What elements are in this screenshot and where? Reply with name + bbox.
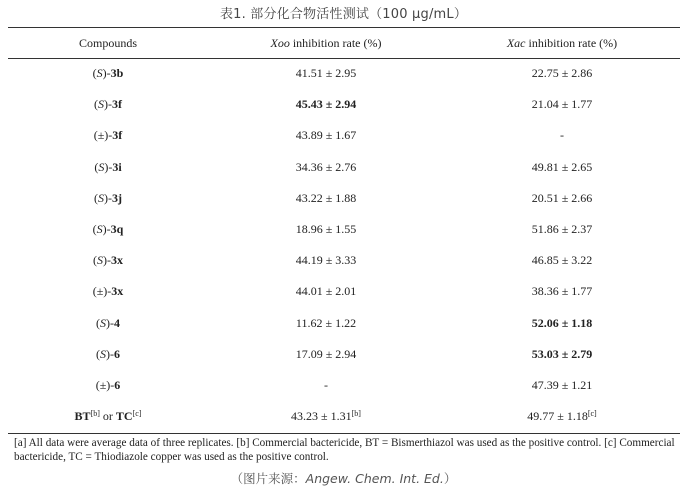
compound-prefix: ( — [92, 66, 97, 81]
xac-cell — [444, 58, 680, 89]
compound-prefix: ( — [92, 222, 97, 237]
compound-cell — [8, 245, 208, 276]
source-suffix: ） — [443, 471, 457, 486]
compound-prefix: (±)- — [95, 377, 115, 392]
xac-cell — [444, 89, 680, 120]
xoo-cell — [208, 276, 444, 307]
compound-prefix: ( — [94, 159, 99, 174]
compound-name: 6 — [114, 346, 120, 361]
compound-stereo: S — [98, 190, 104, 205]
xac-footnote-ref: [c] — [587, 409, 597, 419]
xoo-cell — [208, 183, 444, 214]
or-text: or — [99, 409, 116, 424]
table-row — [8, 183, 680, 214]
xoo-value-control: 43.23 ± 1.31 — [291, 409, 352, 424]
compound-cell — [8, 183, 208, 214]
compound-cell — [8, 276, 208, 307]
bt-label: BT — [74, 409, 91, 424]
table-footnote: [a] All data were average data of three replicates. [b] Commercial bactericide, BT = Bismerthiazol was used as the positive control. [c] Commercial bactericide, TC = Thiodiazole copper was used as the positive control. — [14, 437, 675, 463]
compound-prefix: (±)- — [93, 128, 113, 143]
header-xac — [444, 29, 680, 58]
xac-value: 49.81 ± 2.65 — [531, 159, 593, 174]
xoo-cell — [208, 89, 444, 120]
xoo-cell — [208, 245, 444, 276]
table-row — [8, 89, 680, 120]
xoo-cell — [208, 339, 444, 370]
compound-name: 3b — [110, 66, 124, 81]
compound-stereo: S — [98, 97, 104, 112]
table-row — [8, 339, 680, 370]
xac-cell — [444, 245, 680, 276]
header-xoo-label: inhibition rate (%) — [289, 36, 382, 50]
xac-value: 53.03 ± 2.79 — [531, 346, 593, 361]
xac-value: 21.04 ± 1.77 — [531, 97, 593, 112]
xoo-cell-control — [208, 401, 444, 432]
compound-prefix: ( — [96, 346, 100, 361]
xac-cell — [444, 183, 680, 214]
compound-stereo: S — [97, 253, 103, 268]
compound-cell — [8, 120, 208, 151]
compound-hyphen: )- — [102, 66, 111, 81]
xac-value: 20.51 ± 2.66 — [531, 190, 593, 205]
compound-stereo: S — [96, 222, 103, 237]
xoo-value: 34.36 ± 2.76 — [295, 159, 357, 174]
compound-stereo: S — [100, 315, 106, 330]
header-xoo — [208, 29, 444, 58]
compound-cell-control — [8, 401, 208, 432]
source-prefix: （图片来源： — [230, 471, 306, 486]
xoo-footnote-ref: [b] — [351, 409, 361, 419]
compound-name: 3f — [112, 128, 123, 143]
table-header-row — [8, 29, 680, 58]
xoo-value: - — [324, 377, 328, 392]
xac-value: - — [560, 128, 564, 143]
header-compounds: Compounds — [78, 36, 137, 50]
xac-cell — [444, 308, 680, 339]
compound-name: 3q — [110, 222, 124, 237]
compound-prefix: ( — [94, 97, 98, 112]
image-source — [0, 469, 687, 487]
xac-cell — [444, 276, 680, 307]
xac-cell — [444, 370, 680, 401]
table-row — [8, 245, 680, 276]
compound-name: 3x — [111, 253, 123, 268]
header-xac-species: Xac — [506, 36, 526, 50]
table-row — [8, 276, 680, 307]
xac-value: 46.85 ± 3.22 — [531, 253, 593, 268]
compound-cell — [8, 214, 208, 245]
xoo-value: 18.96 ± 1.55 — [295, 222, 357, 237]
xac-value-control: 49.77 ± 1.18 — [527, 409, 588, 424]
bt-footnote-ref: [b] — [90, 409, 100, 419]
compound-cell — [8, 370, 208, 401]
compound-cell — [8, 89, 208, 120]
compound-prefix: ( — [93, 253, 97, 268]
table-row — [8, 120, 680, 151]
tc-footnote-ref: [c] — [132, 409, 142, 419]
xoo-cell — [208, 308, 444, 339]
compound-hyphen: )- — [104, 97, 112, 112]
compound-name: 3x — [111, 284, 124, 299]
xac-cell — [444, 120, 680, 151]
table-row — [8, 370, 680, 401]
activity-table — [8, 29, 680, 432]
compound-stereo: S — [96, 66, 103, 81]
header-xac-label: inhibition rate (%) — [525, 36, 618, 50]
compound-hyphen: )- — [104, 159, 113, 174]
compound-prefix: ( — [96, 315, 100, 330]
xoo-cell — [208, 370, 444, 401]
compound-hyphen: )- — [106, 315, 114, 330]
xoo-value: 11.62 ± 1.22 — [295, 315, 357, 330]
compound-prefix: (±)- — [92, 284, 112, 299]
table-row-control — [8, 401, 680, 432]
compound-cell — [8, 58, 208, 89]
xac-cell — [444, 152, 680, 183]
xoo-cell — [208, 58, 444, 89]
table-caption: 表1. 部分化合物活性测试（100 μg/mL） — [219, 7, 468, 22]
xac-value: 38.36 ± 1.77 — [531, 284, 593, 299]
header-xoo-species: Xoo — [270, 36, 290, 50]
xoo-value: 44.01 ± 2.01 — [295, 284, 357, 299]
xoo-cell — [208, 152, 444, 183]
compound-name: 3f — [112, 97, 122, 112]
xoo-value: 17.09 ± 2.94 — [295, 346, 357, 361]
xoo-value: 41.51 ± 2.95 — [295, 66, 357, 81]
xac-value: 22.75 ± 2.86 — [531, 66, 593, 81]
compound-hyphen: )- — [104, 190, 112, 205]
xoo-value: 43.22 ± 1.88 — [295, 190, 357, 205]
xac-cell — [444, 214, 680, 245]
compound-cell — [8, 308, 208, 339]
compound-stereo: S — [100, 346, 106, 361]
compound-name: 3i — [112, 159, 122, 174]
compound-hyphen: )- — [102, 222, 111, 237]
compound-name: 3j — [112, 190, 122, 205]
xoo-value: 44.19 ± 3.33 — [295, 253, 357, 268]
source-journal: Angew. Chem. Int. Ed. — [305, 471, 444, 486]
compound-prefix: ( — [94, 190, 98, 205]
compound-hyphen: )- — [103, 253, 111, 268]
compound-cell — [8, 339, 208, 370]
xoo-cell — [208, 120, 444, 151]
compound-name: 4 — [114, 315, 120, 330]
table-row — [8, 58, 680, 89]
xoo-value: 45.43 ± 2.94 — [295, 97, 357, 112]
table-bottom-rule — [8, 433, 680, 434]
xac-value: 51.86 ± 2.37 — [531, 222, 593, 237]
xac-value: 47.39 ± 1.21 — [531, 377, 593, 392]
tc-label: TC — [115, 409, 133, 424]
xoo-value: 43.89 ± 1.67 — [295, 128, 357, 143]
compound-stereo: S — [98, 159, 105, 174]
xoo-cell — [208, 214, 444, 245]
table-row — [8, 152, 680, 183]
compound-name: 6 — [114, 377, 121, 392]
compound-hyphen: )- — [106, 346, 114, 361]
compound-cell — [8, 152, 208, 183]
xac-value: 52.06 ± 1.18 — [531, 315, 593, 330]
xac-cell — [444, 339, 680, 370]
xac-cell-control — [444, 401, 680, 432]
table-row — [8, 214, 680, 245]
table-row — [8, 308, 680, 339]
